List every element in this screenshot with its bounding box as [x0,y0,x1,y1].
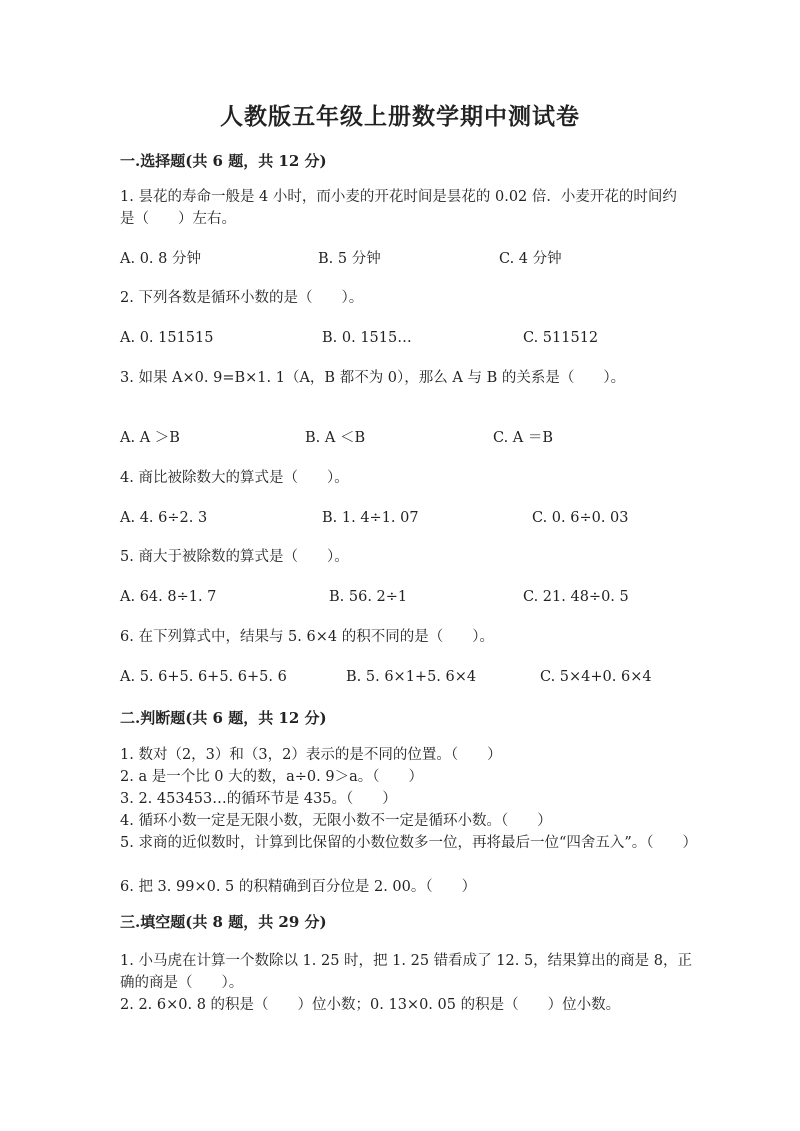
section-1-heading: 一.选择题(共 6 题，共 12 分) [120,152,327,170]
question-1-5-option-a: A. 64. 8÷1. 7 [120,589,217,605]
question-1-1-option-c: C. 4 分钟 [499,251,562,267]
question-1-3-option-b: B. A ＜B [305,430,366,446]
question-1-4-option-a: A. 4. 6÷2. 3 [120,510,208,526]
question-1-2-option-c: C. 511512 [523,330,599,346]
question-1-6-option-b: B. 5. 6×1+5. 6×4 [346,669,477,685]
question-1-1-option-a: A. 0. 8 分钟 [120,251,201,267]
question-1-1-option-b: B. 5 分钟 [318,251,381,267]
question-1-6-text: 6. 在下列算式中，结果与 5. 6×4 的积不同的是（ ）。 [120,629,494,645]
question-1-2-text: 2. 下列各数是循环小数的是（ ）。 [120,290,364,306]
question-1-5-text: 5. 商大于被除数的算式是（ ）。 [120,549,349,565]
question-1-3-text: 3. 如果 A×0. 9=B×1. 1（A，B 都不为 0），那么 A 与 B 的关系是（ ）。 [120,370,626,386]
judge-item-5: 5. 求商的近似数时，计算到比保留的小数位数多一位，再将最后一位“四舍五入”。（ ） [120,835,698,851]
question-1-2-option-a: A. 0. 151515 [120,330,214,346]
question-1-2-option-b: B. 0. 1515… [322,330,412,346]
question-1-5-option-b: B. 56. 2÷1 [329,589,408,605]
question-1-4-option-b: B. 1. 4÷1. 07 [322,510,419,526]
fill-item-2: 2. 2. 6×0. 8 的积是（ ）位小数；0. 13×0. 05 的积是（ ）位小数。 [120,997,621,1013]
judge-item-2: 2. a 是一个比 0 大的数，a÷0. 9＞a。（ ） [120,769,423,785]
page-title: 人教版五年级上册数学期中测试卷 [220,103,580,130]
section-3-heading: 三.填空题(共 8 题，共 29 分) [120,913,327,931]
fill-item-1: 1. 小马虎在计算一个数除以 1. 25 时，把 1. 25 错看成了 12. 5，结果算出的商是 8，正确的商是（ ）。 [120,953,693,991]
judge-item-3: 3. 2. 453453…的循环节是 435。（ ） [120,791,397,807]
question-1-5-option-c: C. 21. 48÷0. 5 [523,589,629,605]
question-1-3-option-c: C. A ＝B [493,430,554,446]
question-1-6-option-c: C. 5×4+0. 6×4 [540,669,652,685]
section-2-heading: 二.判断题(共 6 题，共 12 分) [120,709,327,727]
judge-item-4: 4. 循环小数一定是无限小数，无限小数不一定是循环小数。（ ） [120,813,552,829]
question-1-4-option-c: C. 0. 6÷0. 03 [532,510,629,526]
question-1-1-text: 1. 昙花的寿命一般是 4 小时，而小麦的开花时间是昙花的 0.02 倍．小麦开花的时间约是（ ）左右。 [120,189,677,227]
question-1-6-option-a: A. 5. 6+5. 6+5. 6+5. 6 [120,669,287,685]
judge-item-6: 6. 把 3. 99×0. 5 的积精确到百分位是 2. 00。（ ） [120,879,477,895]
judge-item-1: 1. 数对（2，3）和（3，2）表示的是不同的位置。（ ） [120,747,502,763]
question-1-4-text: 4. 商比被除数大的算式是（ ）。 [120,470,349,486]
question-1-3-option-a: A. A ＞B [120,430,180,446]
